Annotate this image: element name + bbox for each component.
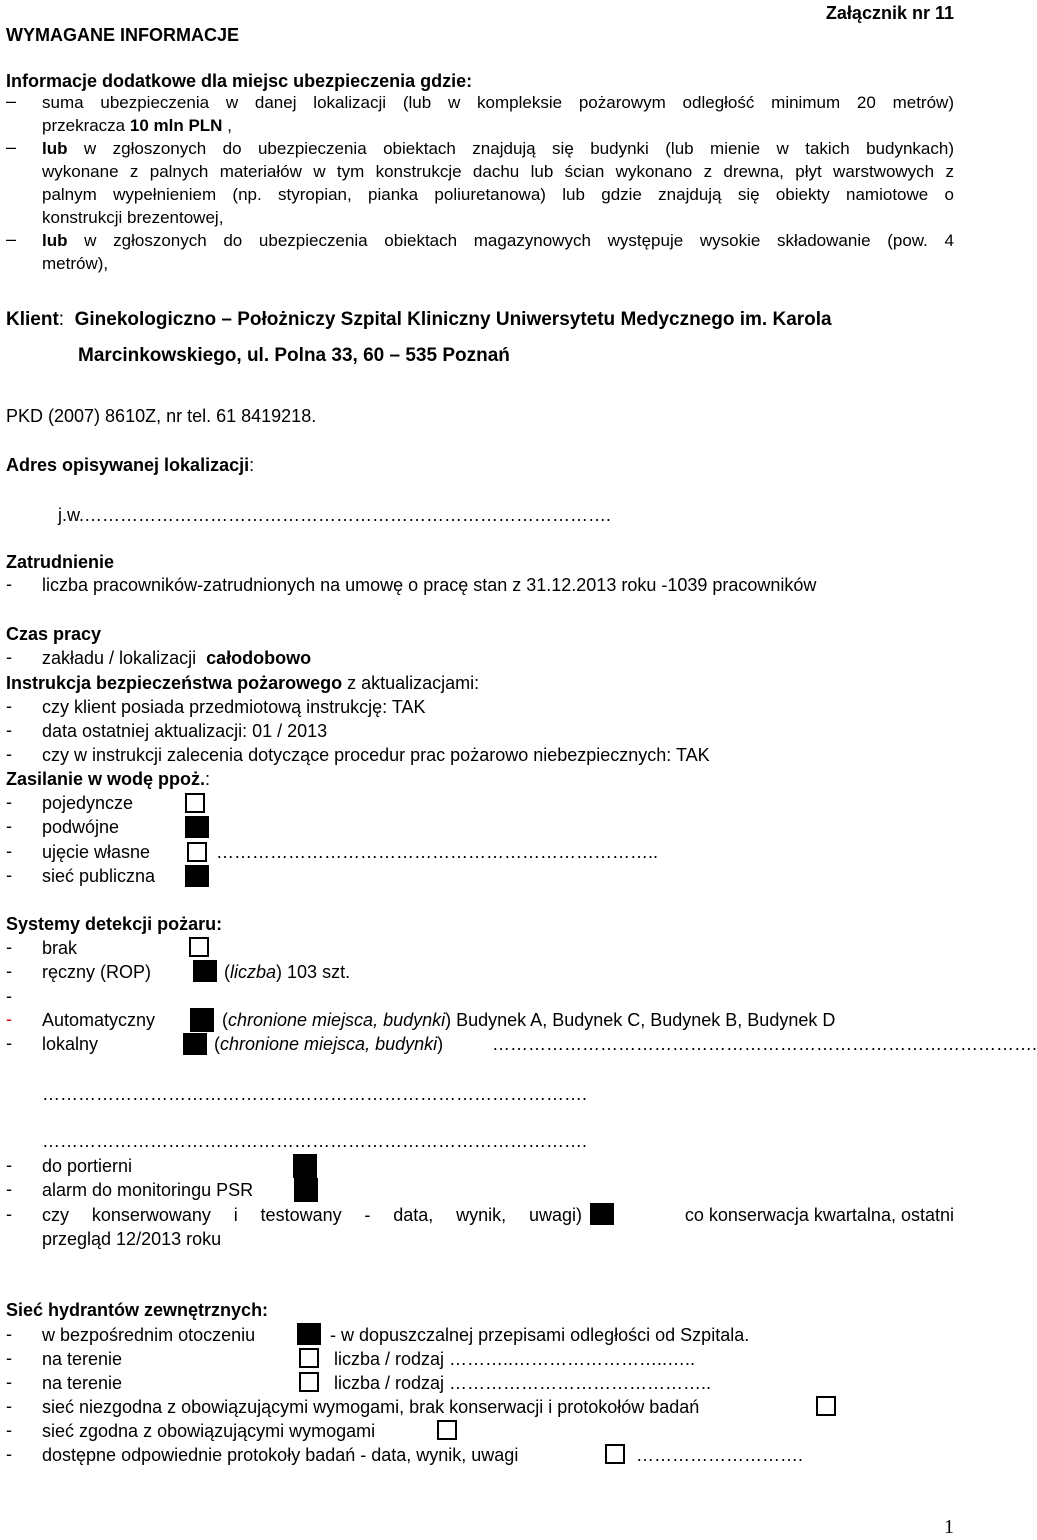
hydrants-site-2-checkbox[interactable] bbox=[299, 1372, 319, 1392]
water-single-checkbox[interactable] bbox=[185, 793, 205, 813]
list-dash: - bbox=[6, 720, 12, 740]
location-label: Adres opisywanej lokalizacji: bbox=[6, 455, 255, 475]
detection-manual-count: (liczba) 103 szt. bbox=[224, 962, 351, 982]
hydrants-near-label: w bezpośrednim otoczeniu bbox=[42, 1325, 256, 1345]
intro-bullet-1-line-1: suma ubezpieczenia w danej lokalizacji (lub w kompleksie pożarowym odległość minimum 20 metrów) bbox=[42, 93, 954, 112]
hydrants-protocols-checkbox[interactable] bbox=[605, 1444, 625, 1464]
bullet-dash: – bbox=[6, 137, 17, 157]
detection-maint-result: co konserwacja kwartalna, ostatni bbox=[684, 1205, 954, 1225]
work-time-line: zakładu / lokalizacji całodobowo bbox=[42, 648, 312, 668]
hydrants-site-2-label: na terenie bbox=[42, 1373, 123, 1393]
list-dash: - bbox=[6, 865, 12, 885]
detection-manual-label: ręczny (ROP) bbox=[42, 962, 152, 982]
detection-local-label: lokalny bbox=[42, 1034, 99, 1054]
detection-portiernia-label: do portierni bbox=[42, 1156, 133, 1176]
intro-title: Informacje dodatkowe dla miejsc ubezpieczenia gdzie: bbox=[6, 71, 473, 91]
detection-psr-label: alarm do monitoringu PSR bbox=[42, 1180, 254, 1200]
detection-label: Systemy detekcji pożaru: bbox=[6, 914, 223, 934]
list-dash: - bbox=[6, 792, 12, 812]
client-line-2: Marcinkowskiego, ul. Polna 33, 60 – 535 Poznań bbox=[78, 345, 510, 366]
list-dash: - bbox=[6, 744, 12, 764]
list-dash: - bbox=[6, 937, 12, 957]
bullet-dash: – bbox=[6, 91, 17, 111]
fire-instruction-updated: data ostatniej aktualizacji: 01 / 2013 bbox=[42, 721, 328, 741]
detection-maint-last: przegląd 12/2013 roku bbox=[42, 1229, 222, 1249]
detection-auto-label: Automatyczny bbox=[42, 1010, 156, 1030]
hydrants-near-note: - w dopuszczalnej przepisami odległości od Szpitala. bbox=[330, 1325, 750, 1345]
hydrants-label: Sieć hydrantów zewnętrznych: bbox=[6, 1300, 269, 1320]
list-dash: - bbox=[6, 816, 12, 836]
hydrants-noncompliant-label: sieć niezgodna z obowiązującymi wymogami, brak konserwacji i protokołów badań bbox=[42, 1397, 700, 1417]
list-dash: - bbox=[6, 1179, 12, 1199]
water-own-dots: ……………………………………………………………….. bbox=[216, 842, 659, 862]
list-dash: - bbox=[6, 1396, 12, 1416]
detection-auto-locations: (chronione miejsca, budynki) Budynek A, Budynek C, Budynek B, Budynek D bbox=[222, 1010, 836, 1030]
intro-bullet-3-line-1: lub w zgłoszonych do ubezpieczenia obiektach magazynowych występuje wysokie składowanie (pow. 4 bbox=[42, 231, 954, 250]
detection-none-label: brak bbox=[42, 938, 78, 958]
fire-instruction-label: Instrukcja bezpieczeństwa pożarowego z aktualizacjami: bbox=[6, 673, 480, 693]
list-dash: - bbox=[6, 986, 12, 1006]
detection-local-dots-2: ………………………………………………………………………………. bbox=[42, 1084, 588, 1104]
list-dash: - bbox=[6, 574, 12, 594]
hydrants-protocols-label: dostępne odpowiednie protokoły badań - data, wynik, uwagi bbox=[42, 1445, 519, 1465]
water-single-label: pojedyncze bbox=[42, 793, 134, 813]
list-dash: - bbox=[6, 1204, 12, 1224]
water-own-checkbox[interactable] bbox=[187, 842, 207, 862]
list-dash: - bbox=[6, 841, 12, 861]
fire-instruction-procedures: czy w instrukcji zalecenia dotyczące procedur prac pożarowo niebezpiecznych: TAK bbox=[42, 745, 710, 765]
work-time-label: Czas pracy bbox=[6, 624, 102, 644]
location-value: j.w.……………………………………………………………………………. bbox=[58, 505, 612, 525]
detection-psr-checkbox[interactable] bbox=[294, 1178, 318, 1202]
page-number: 1 bbox=[944, 1516, 954, 1538]
hydrants-near-checkbox[interactable] bbox=[297, 1323, 321, 1345]
hydrants-site-1-count: liczba / rodzaj ………..……………………..….. bbox=[334, 1349, 696, 1369]
list-dash: - bbox=[6, 1324, 12, 1344]
doc-heading: WYMAGANE INFORMACJE bbox=[6, 25, 239, 45]
list-dash: - bbox=[6, 1444, 12, 1464]
hydrants-site-2-count: liczba / rodzaj …………………………………….. bbox=[334, 1373, 712, 1393]
attachment-label: Załącznik nr 11 bbox=[825, 3, 954, 23]
hydrants-noncompliant-checkbox[interactable] bbox=[816, 1396, 836, 1416]
intro-bullet-2-line-2: wykonane z palnych materiałów w tym konstrukcje dachu lub ścian wykonano z drewna, płyt warstwowych z bbox=[42, 162, 954, 181]
list-dash: - bbox=[6, 1033, 12, 1053]
hydrants-compliant-label: sieć zgodna z obowiązującymi wymogami bbox=[42, 1421, 376, 1441]
intro-bullet-1-line-2: przekracza 10 mln PLN , bbox=[42, 116, 232, 135]
detection-none-checkbox[interactable] bbox=[189, 937, 209, 957]
water-public-label: sieć publiczna bbox=[42, 866, 156, 886]
fire-instruction-has: czy klient posiada przedmiotową instrukcję: TAK bbox=[42, 697, 426, 717]
detection-maint-checkbox[interactable] bbox=[590, 1203, 614, 1225]
client-line-1: Klient: Ginekologiczno – Położniczy Szpital Kliniczny Uniwersytetu Medycznego im. Karola bbox=[6, 309, 832, 330]
detection-local-dots-1: ………………………………………………………………………………. bbox=[492, 1034, 1037, 1054]
water-public-checkbox[interactable] bbox=[185, 865, 209, 887]
list-dash-red: - bbox=[6, 1009, 12, 1029]
client-pkd: PKD (2007) 8610Z, nr tel. 61 8419218. bbox=[6, 406, 317, 426]
hydrants-compliant-checkbox[interactable] bbox=[437, 1420, 457, 1440]
list-dash: - bbox=[6, 1372, 12, 1392]
employment-line: liczba pracowników-zatrudnionych na umowę o pracę stan z 31.12.2013 roku -1039 pracowników bbox=[42, 575, 817, 595]
detection-manual-checkbox[interactable] bbox=[193, 960, 217, 982]
hydrants-site-1-label: na terenie bbox=[42, 1349, 123, 1369]
hydrants-site-1-checkbox[interactable] bbox=[299, 1348, 319, 1368]
detection-local-locations: (chronione miejsca, budynki) bbox=[214, 1034, 444, 1054]
detection-local-checkbox[interactable] bbox=[183, 1033, 207, 1055]
detection-local-dots-3: ………………………………………………………………………………. bbox=[42, 1131, 588, 1151]
list-dash: - bbox=[6, 961, 12, 981]
list-dash: - bbox=[6, 696, 12, 716]
intro-bullet-2-line-3: palnym wypełnieniem (np. styropian, pianka poliuretanowa) lub gdzie znajdują się obiekty namiotowe o bbox=[42, 185, 954, 204]
water-label: Zasilanie w wodę ppoż.: bbox=[6, 769, 211, 789]
detection-maint-label: czy konserwowany i testowany - data, wynik, uwagi) bbox=[42, 1205, 582, 1225]
hydrants-protocols-dots: ………………………. bbox=[636, 1445, 804, 1465]
detection-auto-checkbox[interactable] bbox=[190, 1008, 214, 1032]
intro-bullet-3-line-2: metrów), bbox=[42, 254, 109, 273]
list-dash: - bbox=[6, 1155, 12, 1175]
detection-portiernia-checkbox[interactable] bbox=[293, 1154, 317, 1178]
list-dash: - bbox=[6, 1348, 12, 1368]
intro-bullet-2-line-4: konstrukcji brezentowej, bbox=[42, 208, 224, 227]
water-double-label: podwójne bbox=[42, 817, 120, 837]
water-own-label: ujęcie własne bbox=[42, 842, 151, 862]
water-double-checkbox[interactable] bbox=[185, 816, 209, 838]
employment-label: Zatrudnienie bbox=[6, 552, 115, 572]
list-dash: - bbox=[6, 647, 12, 667]
bullet-dash: – bbox=[6, 229, 17, 249]
intro-bullet-2-line-1: lub w zgłoszonych do ubezpieczenia obiektach znajdują się budynki (lub mienie w takich budynkach) bbox=[42, 139, 954, 158]
list-dash: - bbox=[6, 1420, 12, 1440]
